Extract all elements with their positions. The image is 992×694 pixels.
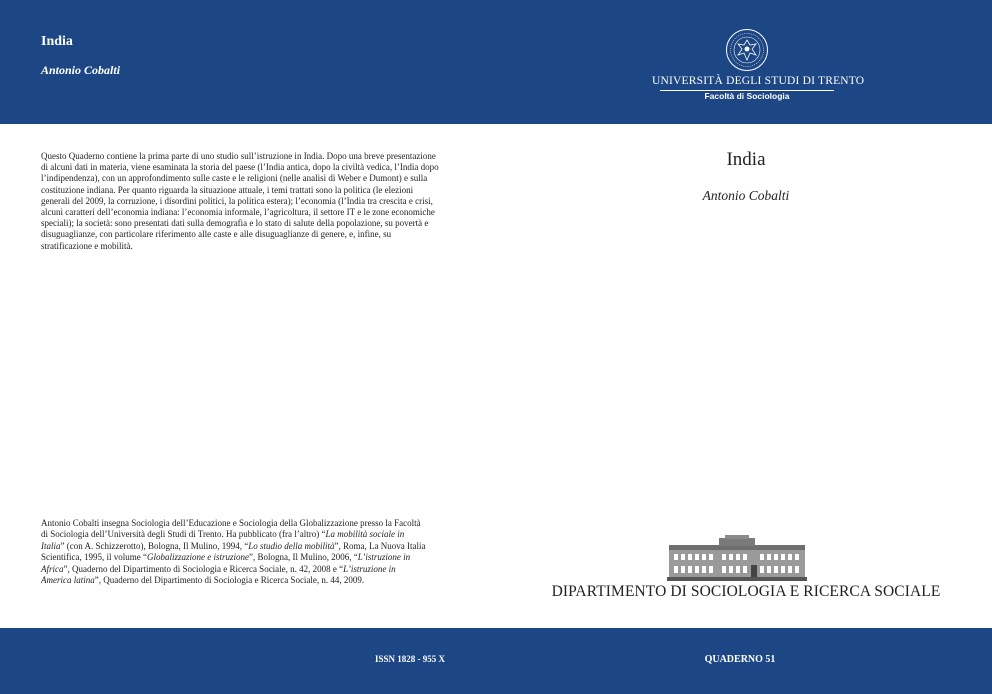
bio-book-4: L’istruzione in Africa [41,552,411,574]
bio-part-2: ”, Roma, La Nuova Italia Scientifica, 1995, il volume “ [41,540,426,563]
front-cover-title: India [726,149,766,170]
bio-intro: Antonio Cobalti insegna Sociologia dell’Educazione e Sociologia della Globalizzazione presso la Facoltà di Sociologia dell’Università degli Studi di Trento. Ha pubblicato (fra l’altro) “ [41,518,421,540]
bio-book-2: Lo studio della mobilità [248,540,335,551]
bio-part-4: ”, Quaderno del Dipartimento di Sociologia e Ricerca Sociale, n. 42, 2008 e “ [63,563,344,574]
university-seal-icon [725,28,769,72]
bio-book-3: Globalizzazione e istruzione [146,552,249,563]
bio-part-5: ”, Quaderno del Dipartimento di Sociologia e Ricerca Sociale, n. 44, 2009. [94,575,365,586]
bio-part-3: ”, Bologna, Il Mulino, 2006, “ [249,552,358,563]
department-building-illustration [667,535,807,581]
front-cover-author: Antonio Cobalti [702,188,790,203]
bio-book-5: L’istruzione in America latina [41,563,396,586]
back-cover-title: India [41,34,73,49]
department-name: DIPARTIMENTO DI SOCIOLOGIA E RICERCA SOCIALE [551,583,941,600]
bio-book-1: La mobilità sociale in Italia [41,529,405,551]
bio-part-1: ” (con A. Schizzerotto), Bologna, Il Mulino, 1994, “ [60,540,249,551]
author-bio [41,518,426,586]
series-number: QUADERNO 51 [704,654,776,665]
back-cover-author: Antonio Cobalti [41,63,121,77]
abstract-text: Questo Quaderno contiene la prima parte di uno studio sull’istruzione in India. Dopo una breve presentazione di alcuni dati in materia, viene esaminata la storia del paese (l’India antica, dopo la civiltà vedica, l’India dopo l’indipendenza), con un approfondimento sulle caste e le religioni (nelle analisi di Weber e Dumont) e sulla costituzione indiana. Per quanto riguarda la situazione attuale, i temi trattati sono la politica (le elezioni generali del 2009, la corruzione, i disordini politici, la politica estera); l’economia (l’India tra crescita e crisi, alcuni caratteri dell’economia indiana: l’economia informale, l’agricoltura, il settore IT e le zone economiche speciali); la società: sono presentati dati sulla demografia e lo stato di salute della popolazione, su povertà e disuguaglianze, con particolare riferimento alle caste e alle disuguaglianze di genere, e, infine, su stratificazione e mobilità. [41,151,439,251]
bottom-band [0,628,992,694]
faculty-name: Facoltà di Sociologia [704,91,790,101]
top-band [0,0,992,124]
university-name: UNIVERSITÀ DEGLI STUDI DI TRENTO [652,75,865,87]
issn-number: ISSN 1828 - 955 X [374,654,445,664]
